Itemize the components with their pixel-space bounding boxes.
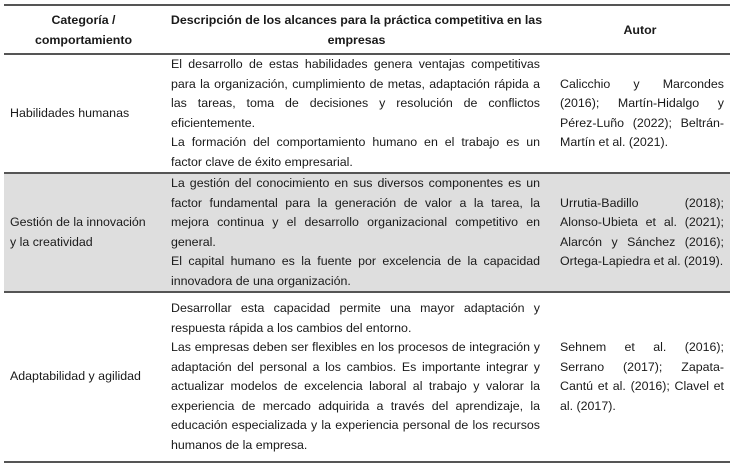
row-description — [163, 54, 550, 173]
description-paragraph: El desarrollo de estas habilidades genera ventajas competitivas para la organización, cumplimiento de metas, adaptación rápida a las tareas, toma de decisiones y resolución de conflictos eficientemente. — [171, 57, 540, 130]
table-row — [4, 54, 730, 173]
description-paragraph: Desarrollar esta capacidad permite una mayor adaptación y respuesta rápida a los cambios del entorno. — [171, 301, 540, 335]
description-paragraph: Las empresas deben ser flexibles en los procesos de integración y adaptación del personal a los cambios. Es importante integrar y actualizar modelos de excelencia laboral al trabajo y valorar la experiencia de mercado adquirida a través del aprendizaje, la educación especializada y la experiencia personal de los recursos humanos de la empresa. — [171, 340, 540, 452]
table-header-row — [4, 5, 730, 54]
row-author: Calicchio y Marcondes (2016); Martín-Hidalgo y Pérez-Luño (2022); Beltrán-Martín et al. (2021). — [550, 54, 730, 173]
header-description: Descripción de los alcances para la práctica competitiva en las empresas — [163, 5, 550, 54]
row-category: Habilidades humanas — [4, 54, 163, 173]
description-paragraph: El capital humano es la fuente por excelencia de la capacidad innovadora de una organización. — [171, 254, 540, 288]
table-row — [4, 173, 730, 292]
row-description — [163, 173, 550, 292]
row-category: Adaptabilidad y agilidad — [4, 292, 163, 462]
table-row — [4, 292, 730, 462]
row-category: Gestión de la innovación y la creatividad — [4, 173, 163, 292]
header-category: Categoría / comportamiento — [4, 5, 163, 54]
row-description — [163, 292, 550, 462]
row-author: Sehnem et al. (2016); Serrano (2017); Zapata-Cantú et al. (2016); Clavel et al. (2017). — [550, 292, 730, 462]
competitive-practices-table — [4, 4, 730, 463]
description-paragraph: La gestión del conocimiento en sus diversos componentes es un factor fundamental para la generación de valor a la tarea, la mejora continua y el desarrollo organizacional competitivo en general. — [171, 176, 540, 249]
description-paragraph: La formación del comportamiento humano en el trabajo es un factor clave de éxito empresarial. — [171, 135, 540, 169]
row-author: Urrutia-Badillo (2018); Alonso-Ubieta et al. (2021); Alarcón y Sánchez (2016); Ortega-Lapiedra et al. (2019). — [550, 173, 730, 292]
header-author: Autor — [550, 5, 730, 54]
